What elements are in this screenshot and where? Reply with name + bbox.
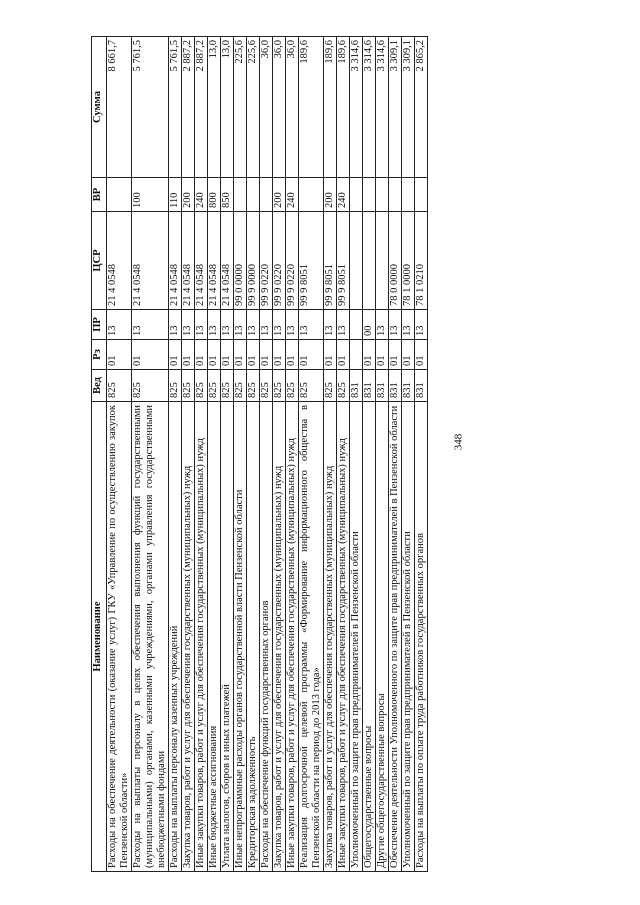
cell-pr: 13 [389, 310, 402, 340]
cell-vr: 850 [221, 178, 234, 212]
cell-vr [415, 178, 428, 212]
header-ved: Вед [92, 370, 107, 402]
cell-name: Закупка товаров, работ и услуг для обеспечения государственных (муниципальных) нужд [273, 402, 286, 872]
cell-name: Общегосударственные вопросы [363, 402, 376, 872]
cell-sum: 3 309,1 [389, 37, 402, 178]
cell-rz: 01 [234, 340, 247, 370]
cell-sum: 189,6 [299, 37, 324, 178]
cell-rz: 01 [273, 340, 286, 370]
cell-rz: 01 [376, 340, 389, 370]
cell-name: Расходы на выплаты персоналу в целях обеспечения выполнения функций государственными (муниципальными) органами, казенными учреждениями, органами управления государственными внебюджетными фондами [132, 402, 169, 872]
table-row [208, 37, 221, 872]
cell-vr [402, 178, 415, 212]
table-row [132, 37, 169, 872]
cell-ved: 825 [195, 370, 208, 402]
cell-csr [376, 212, 389, 310]
cell-rz: 01 [247, 340, 260, 370]
cell-rz: 01 [132, 340, 169, 370]
cell-sum: 36,0 [273, 37, 286, 178]
cell-name: Другие общегосударственные вопросы [376, 402, 389, 872]
cell-name: Закупка товаров, работ и услуг для обеспечения государственных (муниципальных) нужд [324, 402, 337, 872]
cell-rz: 01 [389, 340, 402, 370]
cell-pr: 13 [273, 310, 286, 340]
cell-name: Иные закупки товаров, работ и услуг для обеспечения государственных (муниципальных) нужд [195, 402, 208, 872]
cell-csr: 99 9 0000 [247, 212, 260, 310]
cell-csr: 99 9 8051 [337, 212, 350, 310]
header-vr: ВР [92, 178, 107, 212]
table-row [376, 37, 389, 872]
cell-pr: 13 [299, 310, 324, 340]
cell-rz: 01 [221, 340, 234, 370]
cell-rz: 01 [169, 340, 182, 370]
cell-vr [247, 178, 260, 212]
cell-pr [350, 310, 363, 340]
cell-name: Кредиторская задолженность [247, 402, 260, 872]
cell-csr: 99 9 0220 [286, 212, 299, 310]
cell-ved: 825 [208, 370, 221, 402]
cell-sum: 2 887,2 [195, 37, 208, 178]
header-sum: Сумма [92, 37, 107, 178]
cell-sum: 189,6 [324, 37, 337, 178]
cell-pr: 13 [376, 310, 389, 340]
cell-csr: 21 4 0548 [195, 212, 208, 310]
cell-name: Закупка товаров, работ и услуг для обеспечения государственных (муниципальных) нужд [182, 402, 195, 872]
cell-vr: 240 [337, 178, 350, 212]
cell-ved: 831 [415, 370, 428, 402]
cell-vr [299, 178, 324, 212]
cell-ved: 825 [337, 370, 350, 402]
table-row [402, 37, 415, 872]
cell-ved: 831 [389, 370, 402, 402]
cell-pr: 13 [195, 310, 208, 340]
header-name: Наименование [92, 402, 107, 872]
cell-pr: 13 [286, 310, 299, 340]
cell-pr: 13 [260, 310, 273, 340]
table-row [324, 37, 337, 872]
header-csr: ЦСР [92, 212, 107, 310]
cell-sum: 3 314,6 [376, 37, 389, 178]
cell-pr: 13 [208, 310, 221, 340]
cell-rz: 01 [324, 340, 337, 370]
cell-csr [363, 212, 376, 310]
cell-pr: 13 [182, 310, 195, 340]
cell-vr [234, 178, 247, 212]
cell-rz: 01 [260, 340, 273, 370]
cell-rz: 01 [337, 340, 350, 370]
table-row [234, 37, 247, 872]
cell-sum: 3 309,1 [402, 37, 415, 178]
cell-ved: 825 [132, 370, 169, 402]
cell-sum: 8 661,7 [107, 37, 132, 178]
cell-vr: 800 [208, 178, 221, 212]
cell-rz: 01 [415, 340, 428, 370]
cell-rz: 01 [299, 340, 324, 370]
cell-ved: 825 [169, 370, 182, 402]
cell-sum: 225,6 [247, 37, 260, 178]
cell-pr: 13 [247, 310, 260, 340]
table-row [247, 37, 260, 872]
cell-pr: 13 [402, 310, 415, 340]
cell-ved: 825 [247, 370, 260, 402]
cell-ved: 831 [402, 370, 415, 402]
cell-sum: 36,0 [260, 37, 273, 178]
cell-ved: 831 [350, 370, 363, 402]
cell-ved: 825 [286, 370, 299, 402]
cell-ved: 831 [363, 370, 376, 402]
cell-csr: 21 4 0548 [208, 212, 221, 310]
cell-pr: 13 [415, 310, 428, 340]
cell-pr: 13 [132, 310, 169, 340]
cell-ved: 825 [182, 370, 195, 402]
cell-ved: 825 [234, 370, 247, 402]
cell-vr: 200 [182, 178, 195, 212]
cell-sum: 225,6 [234, 37, 247, 178]
cell-csr: 99 9 8051 [324, 212, 337, 310]
cell-vr: 200 [324, 178, 337, 212]
cell-ved: 825 [273, 370, 286, 402]
table-row [260, 37, 273, 872]
cell-vr: 100 [132, 178, 169, 212]
cell-csr: 99 9 0220 [260, 212, 273, 310]
cell-vr [389, 178, 402, 212]
cell-sum: 5 761,5 [169, 37, 182, 178]
cell-rz: 01 [363, 340, 376, 370]
cell-name: Расходы на обеспечение деятельности (оказание услуг) ГКУ «Управление по осуществлению закупок Пензенской области» [107, 402, 132, 872]
cell-pr: 13 [337, 310, 350, 340]
cell-sum: 5 761,5 [132, 37, 169, 178]
cell-rz: 01 [182, 340, 195, 370]
cell-pr: 13 [221, 310, 234, 340]
cell-sum: 2 887,2 [182, 37, 195, 178]
cell-vr [350, 178, 363, 212]
cell-csr: 78 1 0210 [415, 212, 428, 310]
cell-name: Расходы на обеспечение функций государственных органов [260, 402, 273, 872]
cell-csr: 99 9 0220 [273, 212, 286, 310]
table-row [182, 37, 195, 872]
cell-sum: 3 314,6 [363, 37, 376, 178]
cell-name: Иные закупки товаров, работ и услуг для обеспечения государственных (муниципальных) нужд [337, 402, 350, 872]
table-row [107, 37, 132, 872]
table-row [389, 37, 402, 872]
cell-ved: 825 [299, 370, 324, 402]
cell-csr: 99 0 0000 [234, 212, 247, 310]
table-row [273, 37, 286, 872]
cell-ved: 825 [221, 370, 234, 402]
cell-sum: 13,0 [221, 37, 234, 178]
budget-table [91, 36, 428, 872]
page-number: 348 [452, 433, 465, 451]
cell-csr: 21 4 0548 [221, 212, 234, 310]
table-row [363, 37, 376, 872]
cell-vr [260, 178, 273, 212]
cell-pr: 13 [107, 310, 132, 340]
cell-ved: 825 [260, 370, 273, 402]
cell-name: Иные закупки товаров, работ и услуг для обеспечения государственных (муниципальных) нужд [286, 402, 299, 872]
cell-pr: 13 [234, 310, 247, 340]
cell-rz: 01 [107, 340, 132, 370]
cell-name: Реализация долгосрочной целевой программы «Формирование информационного общества в Пензенской области на период до 2013 года» [299, 402, 324, 872]
cell-pr: 13 [324, 310, 337, 340]
cell-name: Уплата налогов, сборов и иных платежей [221, 402, 234, 872]
cell-pr: 13 [169, 310, 182, 340]
cell-name: Уполномоченный по защите прав предпринимателей в Пензенской области [402, 402, 415, 872]
cell-csr: 21 4 0548 [107, 212, 132, 310]
table-row [299, 37, 324, 872]
cell-sum: 13,0 [208, 37, 221, 178]
cell-name: Уполномоченный по защите прав предпринимателей в Пензенской области [350, 402, 363, 872]
cell-csr: 21 4 0548 [169, 212, 182, 310]
cell-ved: 825 [107, 370, 132, 402]
cell-vr [363, 178, 376, 212]
cell-csr: 21 4 0548 [182, 212, 195, 310]
cell-name: Иные бюджетные ассигнования [208, 402, 221, 872]
cell-sum: 3 314,6 [350, 37, 363, 178]
cell-rz: 01 [208, 340, 221, 370]
table-row [415, 37, 428, 872]
cell-vr [376, 178, 389, 212]
cell-csr: 99 9 8051 [299, 212, 324, 310]
cell-vr: 240 [195, 178, 208, 212]
cell-sum: 36,0 [286, 37, 299, 178]
cell-sum: 2 865,2 [415, 37, 428, 178]
table-row [337, 37, 350, 872]
cell-vr: 110 [169, 178, 182, 212]
cell-rz [350, 340, 363, 370]
cell-ved: 831 [376, 370, 389, 402]
table-row [286, 37, 299, 872]
cell-sum: 189,6 [337, 37, 350, 178]
table-row [195, 37, 208, 872]
cell-rz: 01 [286, 340, 299, 370]
cell-ved: 825 [324, 370, 337, 402]
cell-csr [350, 212, 363, 310]
header-rz: Рз [92, 340, 107, 370]
cell-csr: 78 1 0000 [402, 212, 415, 310]
table-row [350, 37, 363, 872]
cell-vr: 200 [273, 178, 286, 212]
cell-vr: 240 [286, 178, 299, 212]
cell-name: Иные непрограммные расходы органов государственной власти Пензенской области [234, 402, 247, 872]
cell-rz: 01 [402, 340, 415, 370]
cell-vr [107, 178, 132, 212]
table-row [169, 37, 182, 872]
rotated-page-content [91, 37, 548, 872]
cell-csr: 21 4 0548 [132, 212, 169, 310]
table-header-row [92, 37, 107, 872]
cell-pr: 00 [363, 310, 376, 340]
cell-name: Расходы на выплаты персоналу казенных учреждений [169, 402, 182, 872]
table-row [221, 37, 234, 872]
cell-rz: 01 [195, 340, 208, 370]
cell-name: Обеспечение деятельности Уполномоченного по защите прав предпринимателей в Пензенской области [389, 402, 402, 872]
cell-csr: 78 0 0000 [389, 212, 402, 310]
cell-name: Расходы на выплаты по оплате труда работников государственных органов [415, 402, 428, 872]
header-pr: ПР [92, 310, 107, 340]
